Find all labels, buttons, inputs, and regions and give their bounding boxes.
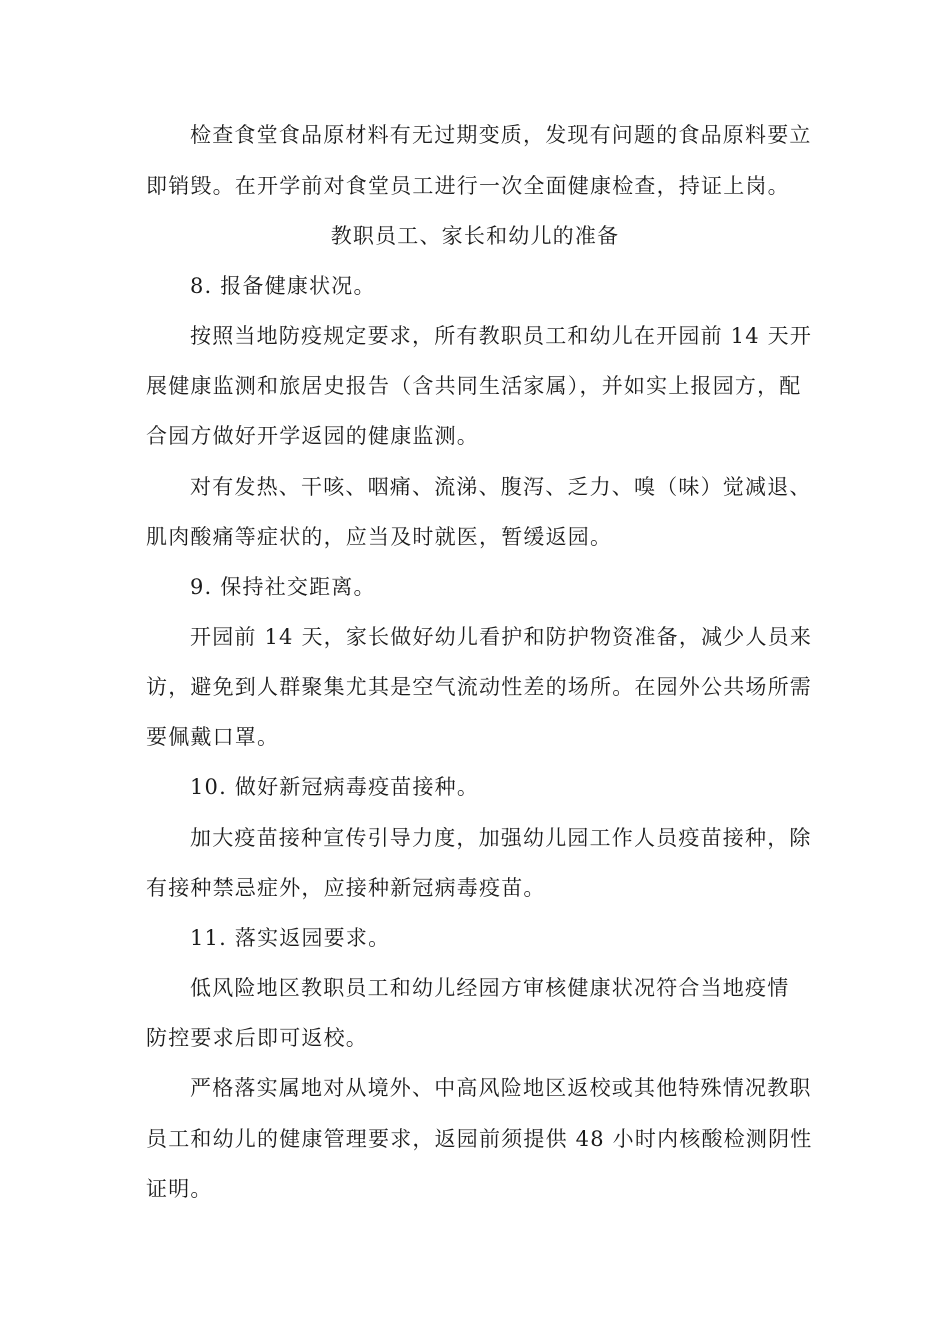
- paragraph-line: 证明。: [146, 1177, 213, 1201]
- paragraph-line: 展健康监测和旅居史报告（含共同生活家属），并如实上报园方，配: [146, 374, 802, 398]
- paragraph-line: 有接种禁忌症外，应接种新冠病毒疫苗。: [146, 876, 546, 900]
- paragraph-line: 肌肉酸痛等症状的，应当及时就医，暂缓返园。: [146, 525, 613, 549]
- item-heading: 10. 做好新冠病毒疫苗接种。: [190, 775, 480, 799]
- paragraph-line: 检查食堂食品原材料有无过期变质，发现有问题的食品原料要立: [190, 123, 812, 147]
- paragraph-line: 防控要求后即可返校。: [146, 1026, 368, 1050]
- paragraph-line: 按照当地防疫规定要求，所有教职员工和幼儿在开园前 14 天开: [190, 324, 813, 348]
- paragraph-line: 员工和幼儿的健康管理要求，返园前须提供 48 小时内核酸检测阴性: [146, 1127, 813, 1151]
- paragraph-line: 要佩戴口罩。: [146, 725, 280, 749]
- paragraph-line: 加大疫苗接种宣传引导力度，加强幼儿园工作人员疫苗接种，除: [190, 826, 812, 850]
- paragraph-line: 对有发热、干咳、咽痛、流涕、腹泻、乏力、嗅（味）觉减退、: [190, 475, 812, 499]
- paragraph-line: 严格落实属地对从境外、中高风险地区返校或其他特殊情况教职: [190, 1076, 812, 1100]
- item-heading: 11. 落实返园要求。: [190, 926, 391, 950]
- item-heading: 8. 报备健康状况。: [190, 274, 376, 298]
- paragraph-line: 即销毁。在开学前对食堂员工进行一次全面健康检查，持证上岗。: [146, 174, 790, 198]
- paragraph-line: 低风险地区教职员工和幼儿经园方审核健康状况符合当地疫情: [190, 976, 790, 1000]
- paragraph-line: 合园方做好开学返园的健康监测。: [146, 424, 479, 448]
- item-heading: 9. 保持社交距离。: [190, 575, 376, 599]
- section-heading: 教职员工、家长和幼儿的准备: [330, 224, 620, 248]
- paragraph-line: 开园前 14 天，家长做好幼儿看护和防护物资准备，减少人员来: [190, 625, 813, 649]
- paragraph-line: 访，避免到人群聚集尤其是空气流动性差的场所。在园外公共场所需: [146, 675, 812, 699]
